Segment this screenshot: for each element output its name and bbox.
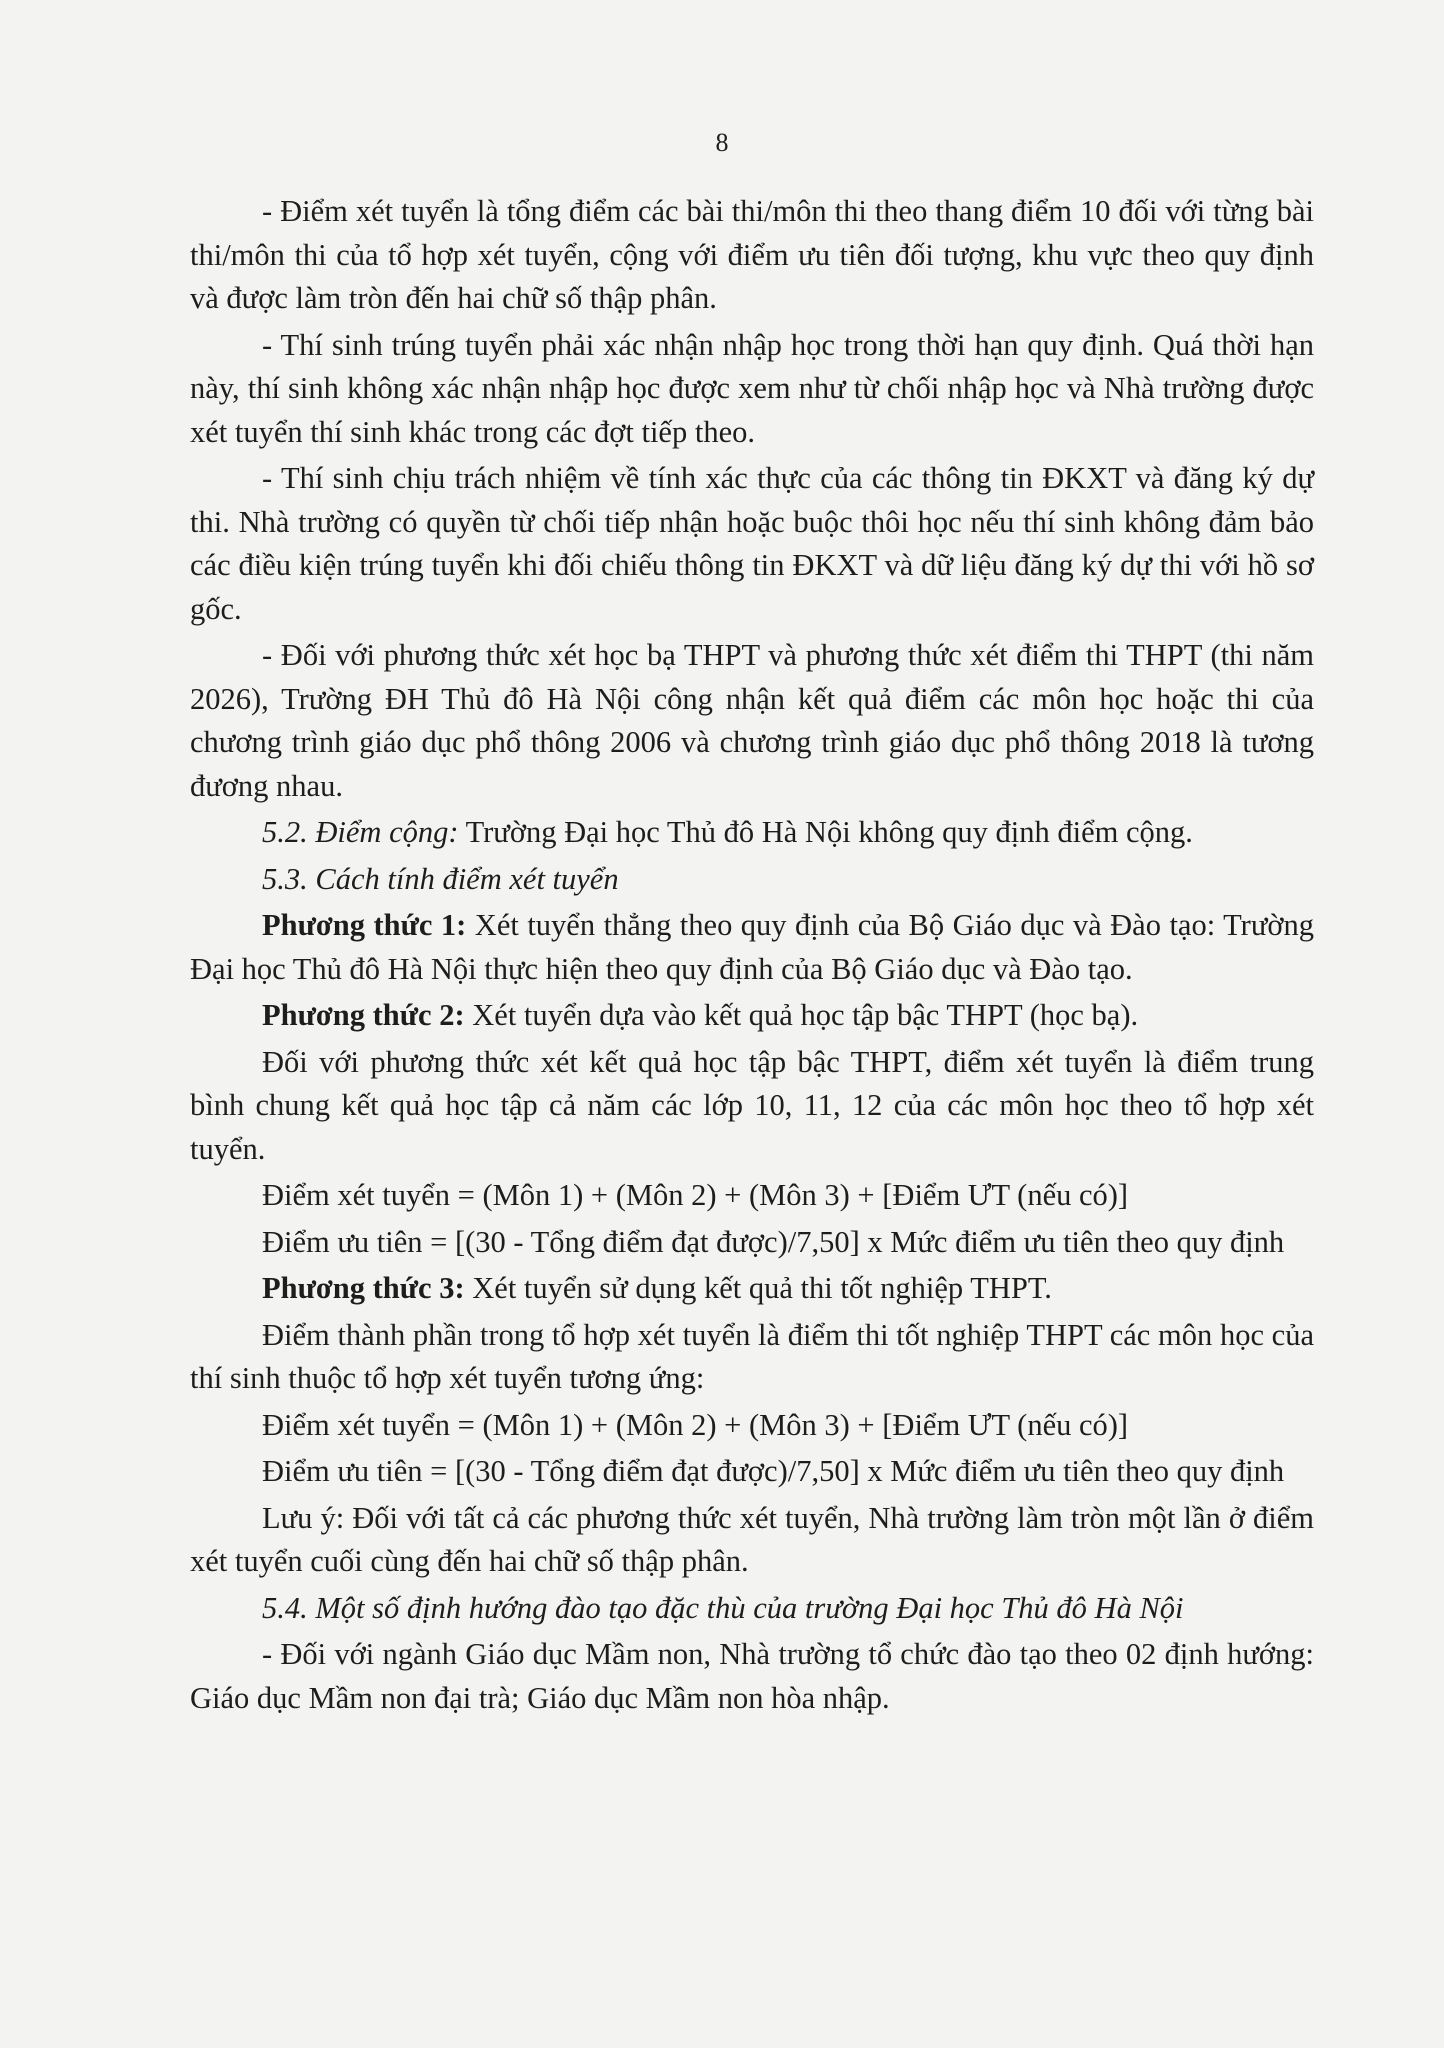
method-3-description: Điểm thành phần trong tổ hợp xét tuyển là điểm thi tốt nghiệp THPT các môn học của thí sinh thuộc tổ hợp xét tuyển tương ứng: xyxy=(190,1317,1314,1395)
section-5-2-text: Trường Đại học Thủ đô Hà Nội không quy định điểm cộng. xyxy=(458,815,1193,849)
paragraph-candidate-responsibility: - Thí sinh chịu trách nhiệm về tính xác thực của các thông tin ĐKXT và đăng ký dự thi. Nhà trường có quyền từ chối tiếp nhận hoặc buộc thôi học nếu thí sinh không đảm bảo các điều kiện trúng tuyển khi đối chiếu thông tin ĐKXT và dữ liệu đăng ký dự thi với hồ sơ gốc. xyxy=(190,461,1314,626)
paragraph-preschool-orientation: - Đối với ngành Giáo dục Mầm non, Nhà trường tổ chức đào tạo theo 02 định hướng: Giáo dục Mầm non đại trà; Giáo dục Mầm non hòa nhập. xyxy=(190,1637,1314,1715)
method-1-text: Xét tuyển thẳng theo quy định của Bộ Giáo dục và Đào tạo: Trường Đại học Thủ đô Hà Nội thực hiện theo quy định của Bộ Giáo dục và Đào tạo. xyxy=(190,908,1314,986)
paragraph-admission-score: - Điểm xét tuyển là tổng điểm các bài thi/môn thi theo thang điểm 10 đối với từng bài thi/môn thi của tổ hợp xét tuyển, cộng với điểm ưu tiên đối tượng, khu vực theo quy định và được làm tròn đến hai chữ số thập phân. xyxy=(190,194,1314,315)
method-1-label: Phương thức 1: xyxy=(262,908,467,942)
method-2-formula-score: Điểm xét tuyển = (Môn 1) + (Môn 2) + (Môn 3) + [Điểm ƯT (nếu có)] xyxy=(262,1178,1129,1212)
method-3-text: Xét tuyển sử dụng kết quả thi tốt nghiệp THPT. xyxy=(464,1271,1052,1305)
method-3-formula-score: Điểm xét tuyển = (Môn 1) + (Môn 2) + (Môn 3) + [Điểm ƯT (nếu có)] xyxy=(262,1407,1129,1442)
document-body xyxy=(190,190,1314,1723)
section-5-2-label: 5.2. Điểm cộng: xyxy=(262,815,459,849)
section-5-4-heading: 5.4. Một số định hướng đào tạo đặc thù của trường Đại học Thủ đô Hà Nội xyxy=(262,1590,1184,1625)
method-1 xyxy=(190,904,1314,991)
method-2 xyxy=(190,994,1314,1038)
paragraph-enrollment-confirmation: - Thí sinh trúng tuyển phải xác nhận nhập học trong thời hạn quy định. Quá thời hạn này, thí sinh không xác nhận nhập học được xem như từ chối nhập học và Nhà trường được xét tuyển thí sinh khác trong các đợt tiếp theo. xyxy=(190,327,1314,449)
section-5-2 xyxy=(190,811,1314,855)
method-2-text: Xét tuyển dựa vào kết quả học tập bậc THPT (học bạ). xyxy=(464,998,1139,1032)
method-3 xyxy=(190,1267,1314,1311)
paragraph-program-equivalence: - Đối với phương thức xét học bạ THPT và phương thức xét điểm thi THPT (thi năm 2026), Trường ĐH Thủ đô Hà Nội công nhận kết quả điểm các môn học hoặc thi của chương trình giáo dục phổ thông 2006 và chương trình giáo dục phổ thông 2018 là tương đương nhau. xyxy=(190,638,1314,803)
method-2-formula-priority: Điểm ưu tiên = [(30 - Tổng điểm đạt được)/7,50] x Mức điểm ưu tiên theo quy định xyxy=(262,1224,1285,1259)
method-3-label: Phương thức 3: xyxy=(262,1271,465,1305)
page-number: 8 xyxy=(715,128,729,157)
method-2-label: Phương thức 2: xyxy=(262,998,465,1032)
method-2-description: Đối với phương thức xét kết quả học tập bậc THPT, điểm xét tuyển là điểm trung bình chung kết quả học tập cả năm các lớp 10, 11, 12 của các môn học theo tổ hợp xét tuyển. xyxy=(190,1044,1314,1166)
method-3-formula-priority: Điểm ưu tiên = [(30 - Tổng điểm đạt được)/7,50] x Mức điểm ưu tiên theo quy định xyxy=(262,1454,1285,1488)
section-5-3-heading: 5.3. Cách tính điểm xét tuyển xyxy=(262,861,619,896)
note-rounding: Lưu ý: Đối với tất cả các phương thức xét tuyển, Nhà trường làm tròn một lần ở điểm xét tuyển cuối cùng đến hai chữ số thập phân. xyxy=(190,1500,1314,1578)
